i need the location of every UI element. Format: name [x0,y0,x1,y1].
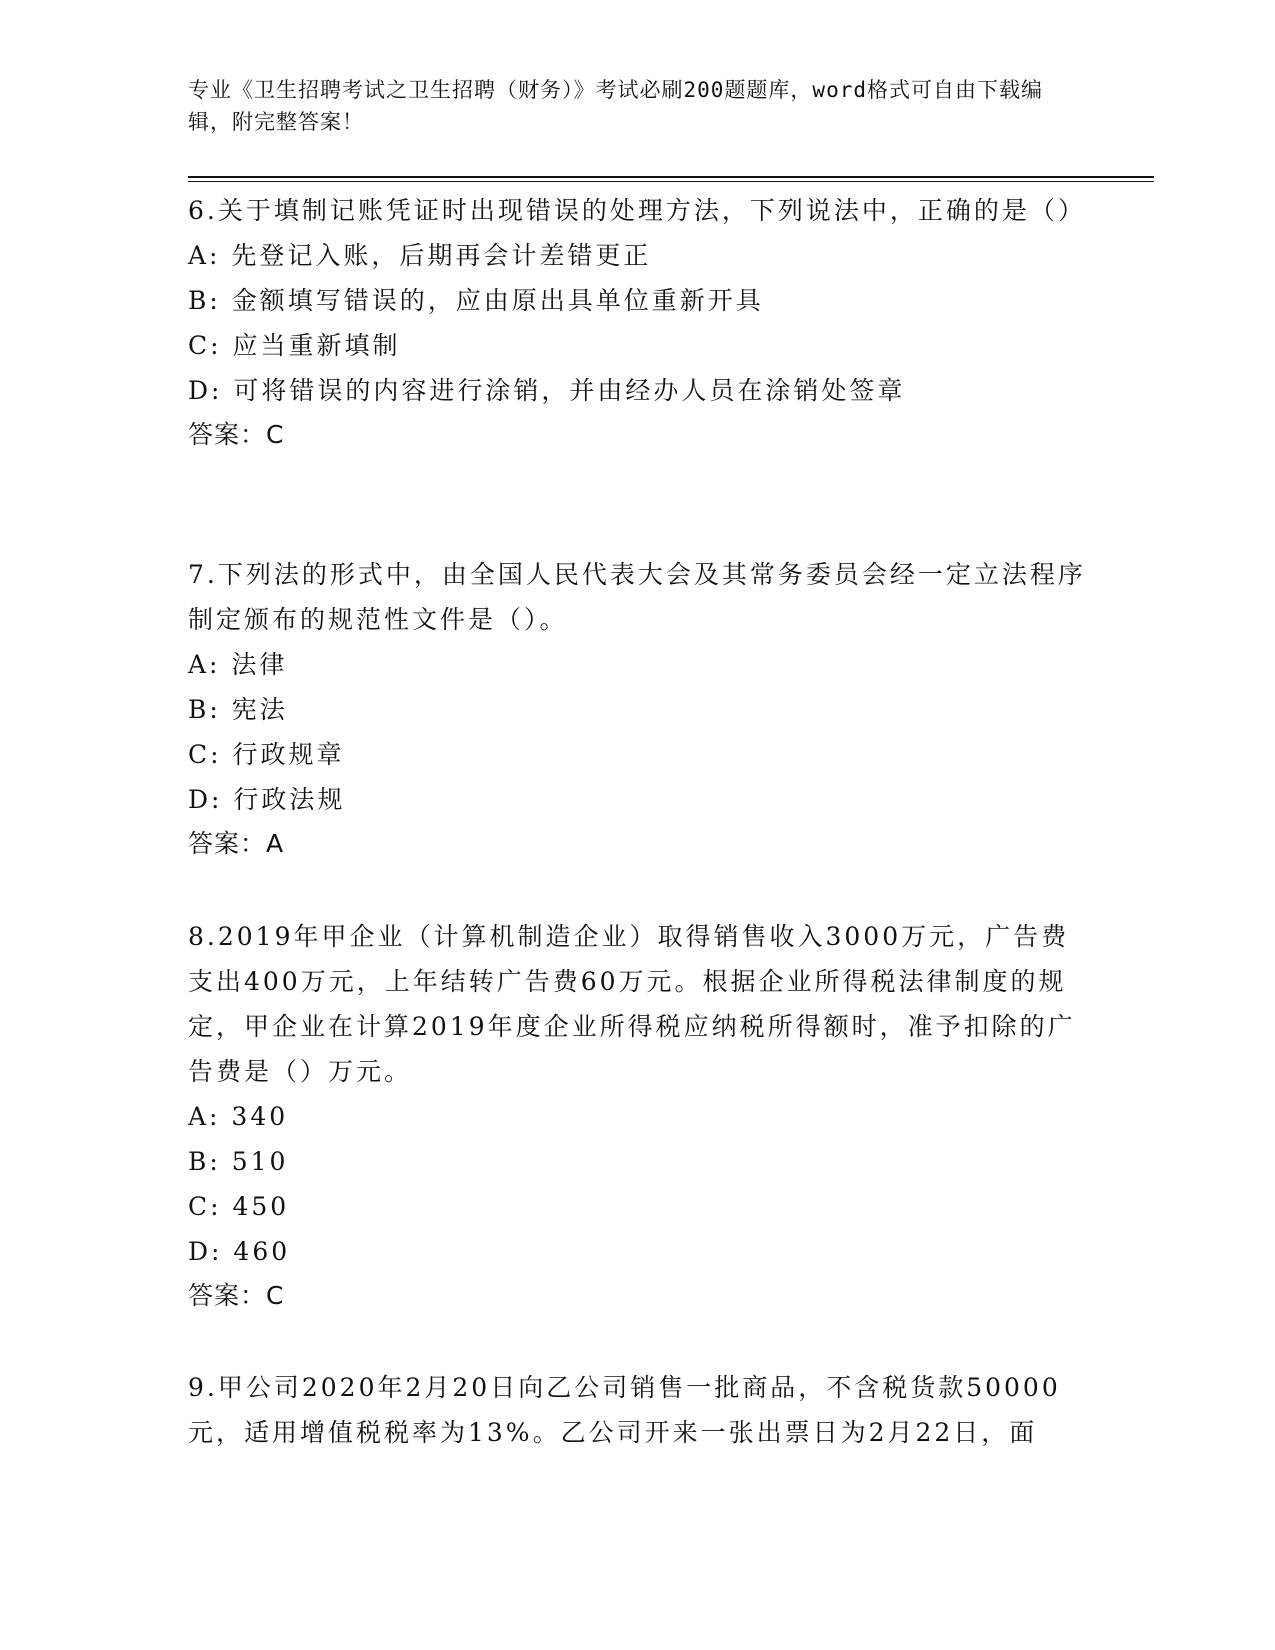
answer: 答案：C [188,420,285,449]
question-8 [188,914,1088,1318]
option-a: A: 340 [188,1102,289,1131]
option-a: A: 法律 [188,650,288,679]
option-a: A: 先登记入账，后期再会计差错更正 [188,241,652,270]
option-d: D: 可将错误的内容进行涂销，并由经办人员在涂销处签章 [188,376,906,405]
option-c: C: 450 [188,1192,290,1221]
question-stem: 7.下列法的形式中，由全国人民代表大会及其常务委员会经一定立法程序制定颁布的规范性文件是（）。 [188,560,1086,634]
question-7 [188,552,1088,866]
header-divider-thin [188,181,1154,182]
header-divider-thick [188,176,1154,178]
question-9 [188,1365,1088,1455]
option-d: D: 460 [188,1237,291,1266]
question-stem: 8.2019年甲企业（计算机制造企业）取得销售收入3000万元，广告费支出400万元，上年结转广告费60万元。根据企业所得税法律制度的规定，甲企业在计算2019年度企业所得税应纳税所得额时，准予扣除的广告费是（）万元。 [188,922,1076,1086]
answer: 答案：A [188,829,285,858]
question-6 [188,188,1088,457]
option-b: B: 金额填写错误的，应由原出具单位重新开具 [188,286,764,315]
answer: 答案：C [188,1281,285,1310]
option-d: D: 行政法规 [188,785,346,814]
option-b: B: 宪法 [188,695,288,724]
question-stem: 6.关于填制记账凭证时出现错误的处理方法，下列说法中，正确的是（） [188,196,1086,225]
document-header: 专业《卫生招聘考试之卫生招聘（财务）》考试必刷200题题库，word格式可自由下载编辑，附完整答案！ [188,78,1043,134]
option-c: C: 行政规章 [188,740,345,769]
question-stem: 9.甲公司2020年2月20日向乙公司销售一批商品，不含税货款50000元，适用增值税税率为13%。乙公司开来一张出票日为2月22日，面 [188,1373,1061,1447]
option-c: C: 应当重新填制 [188,331,401,360]
option-b: B: 510 [188,1147,289,1176]
